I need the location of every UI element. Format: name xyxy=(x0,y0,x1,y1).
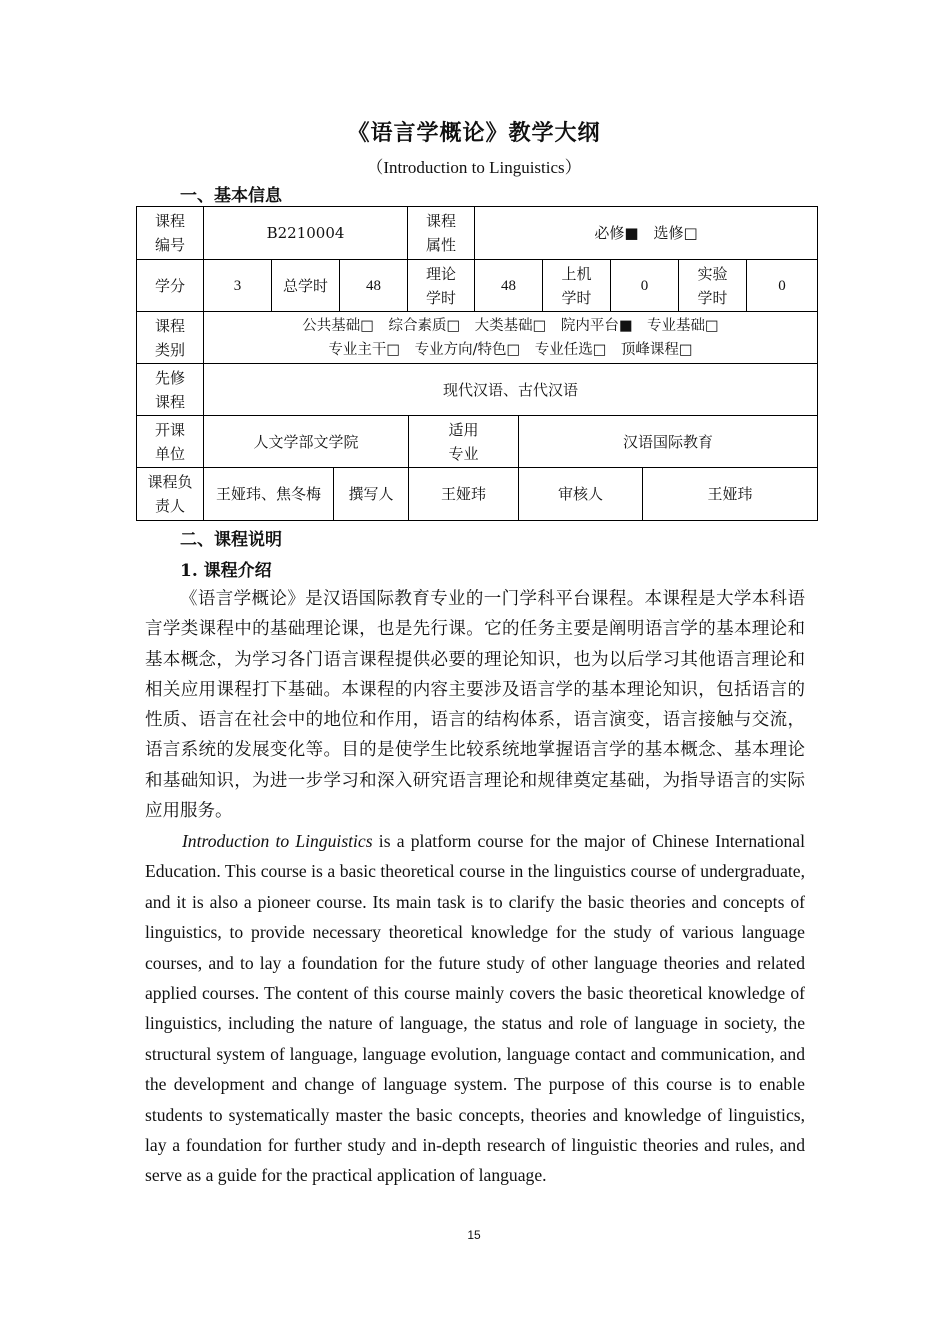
table-row xyxy=(137,416,817,468)
label-course-attribute: 课程 属性 xyxy=(408,207,475,259)
table-row xyxy=(137,364,817,416)
value-theory-hours: 48 xyxy=(475,260,543,311)
label-theory-hours: 理论 学时 xyxy=(408,260,475,311)
course-title-italic: Introduction to Linguistics xyxy=(181,831,373,851)
page-number: 15 xyxy=(467,1228,481,1242)
label-offering-unit: 开课 单位 xyxy=(137,416,204,467)
value-course-leader: 王娅玮、焦冬梅 xyxy=(204,468,334,520)
label-lab-hours: 实验 学时 xyxy=(679,260,747,311)
subsection-course-intro-heading: 1. 课程介绍 xyxy=(180,561,272,581)
section-course-description-heading: 二、课程说明 xyxy=(180,530,282,550)
label-course-category: 课程 类别 xyxy=(137,312,204,363)
label-prerequisite: 先修 课程 xyxy=(137,364,204,415)
course-intro-chinese-paragraph: 《语言学概论》是汉语国际教育专业的一门学科平台课程。本课程是大学本科语言学类课程中的基础理论课，也是先行课。它的任务主要是阐明语言学的基本理论和基本概念，为学习各门语言课程提供必要的理论知识，也为以后学习其他语言理论和相关应用课程打下基础。本课程的内容主要涉及语言学的基本理论知识，包括语言的性质、语言在社会中的地位和作用，语言的结构体系，语言演变，语言接触与交流，语言系统的发展变化等。目的是使学生比较系统地掌握语言学的基本概念、基本理论和基础知识，为进一步学习和深入研究语言理论和规律奠定基础，为指导语言的实际应用服务。 xyxy=(145,589,805,822)
course-intro-english-paragraph xyxy=(145,826,805,1191)
table-row xyxy=(137,207,817,260)
value-author: 王娅玮 xyxy=(409,468,519,520)
label-author: 撰写人 xyxy=(334,468,409,520)
label-reviewer: 审核人 xyxy=(519,468,643,520)
value-course-category xyxy=(204,312,817,363)
category-options-line-2: 专业主干□ 专业方向/特色□ 专业任选□ 顶峰课程□ xyxy=(328,341,693,358)
value-lab-hours: 0 xyxy=(778,277,786,294)
table-row xyxy=(137,468,817,520)
label-course-leader: 课程负 责人 xyxy=(137,468,204,520)
label-total-hours: 总学时 xyxy=(272,260,340,311)
category-options-line-1: 公共基础□ 综合素质□ 大类基础□ 院内平台■ 专业基础□ xyxy=(302,317,719,334)
course-intro-english-text: is a platform course for the major of Chinese International Education. This course is a basic theoretical course in the linguistics course of undergraduate, and it is also a pioneer course. Its main task is to clarify the basic theories and concepts of linguistics, to provide necessary theoretical knowledge for the study of various language courses, and to lay a foundation for the future study of other language theories and related applied courses. The content of this course mainly covers the basic theoretical knowledge of linguistics, including the nature of language, the status and role of language in society, the structural system of language, language evolution, language contact and communication, and the development and change of language system. The purpose of this course is to enable students to systematically master the basic concepts, theories and knowledge of linguistics, lay a foundation for further study and in-depth research of linguistic theories and rules, and serve as a guide for the practical application of language. xyxy=(145,831,805,1186)
value-course-attribute: 必修■ 选修□ xyxy=(594,224,698,242)
value-reviewer: 王娅玮 xyxy=(707,485,753,503)
basic-info-table xyxy=(136,206,818,521)
value-total-hours: 48 xyxy=(340,260,408,311)
document-title: 《语言学概论》教学大纲 xyxy=(347,120,601,146)
table-row xyxy=(137,260,817,312)
label-course-code: 课程 编号 xyxy=(137,207,204,259)
label-credits: 学分 xyxy=(137,260,204,311)
label-computer-hours: 上机 学时 xyxy=(543,260,611,311)
value-offering-unit: 人文学部文学院 xyxy=(204,416,409,467)
value-computer-hours: 0 xyxy=(611,260,679,311)
section-basic-info-heading: 一、基本信息 xyxy=(180,186,282,206)
value-applicable-major: 汉语国际教育 xyxy=(622,432,713,451)
document-subtitle: （Introduction to Linguistics） xyxy=(366,158,582,177)
label-applicable-major: 适用 专业 xyxy=(409,416,519,467)
value-prerequisite: 现代汉语、古代汉语 xyxy=(442,380,578,399)
table-row xyxy=(137,312,817,364)
value-course-code: B2210004 xyxy=(204,207,408,259)
value-credits: 3 xyxy=(204,260,272,311)
